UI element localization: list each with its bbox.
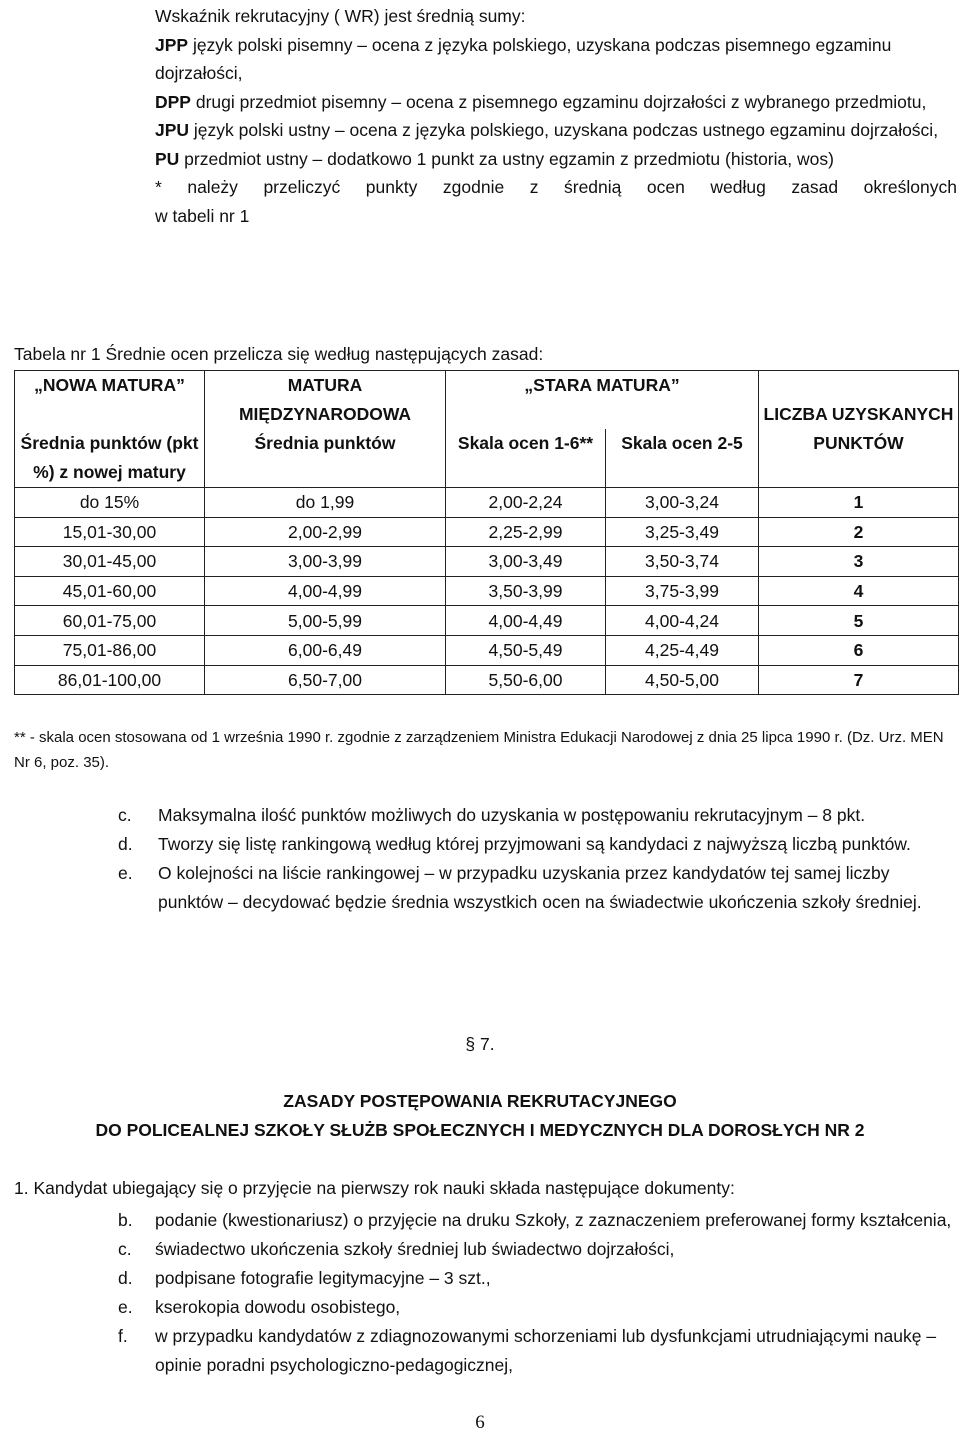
table-cell: 4,00-4,24	[606, 606, 759, 636]
list-item	[118, 859, 958, 917]
list-text: podanie (kwestionariusz) o przyjęcie na druku Szkoły, z zaznaczeniem preferowanej formy kształcenia,	[155, 1210, 952, 1230]
abbr: JPU	[155, 120, 190, 140]
list-text: świadectwo ukończenia szkoły średniej lub świadectwo dojrzałości,	[155, 1239, 675, 1259]
point-1: 1. Kandydat ubiegający się o przyjęcie na pierwszy rok nauki składa następujące dokumenty:	[14, 1178, 735, 1198]
list-item	[118, 1264, 958, 1293]
list-label: d.	[118, 1268, 133, 1288]
documents-list	[118, 1206, 958, 1380]
table-row	[15, 665, 959, 695]
table-cell: 3,00-3,24	[606, 488, 759, 518]
note-line: w tabeli nr 1	[155, 205, 250, 226]
table-cell: do 1,99	[205, 488, 446, 518]
table-cell: 4,00-4,49	[446, 606, 606, 636]
header-liczba-punktow: LICZBA UZYSKANYCH PUNKTÓW	[759, 371, 959, 488]
header-srednia-punktow: Średnia punktów	[205, 429, 446, 488]
table-cell: 6,50-7,00	[205, 665, 446, 695]
table-cell: 75,01-86,00	[15, 635, 205, 665]
definition-jpp	[155, 31, 957, 88]
list-label: c.	[118, 1239, 132, 1259]
table-cell: 3,00-3,49	[446, 547, 606, 577]
table-cell: 4,25-4,49	[606, 635, 759, 665]
definition-pu	[155, 145, 957, 174]
section-number: § 7.	[465, 1034, 495, 1054]
list-item	[118, 1235, 958, 1264]
list-item	[118, 1293, 958, 1322]
intro-line: Wskaźnik rekrutacyjny ( WR) jest średnią sumy:	[155, 6, 526, 26]
table-row	[15, 606, 959, 636]
list-label: b.	[118, 1210, 133, 1230]
definition-text: język polski pisemny – ocena z języka polskiego, uzyskana podczas pisemnego egzaminu dojrzałości,	[155, 34, 892, 83]
table-cell: 2,25-2,99	[446, 517, 606, 547]
table-cell: 3,50-3,74	[606, 547, 759, 577]
table-cell: 4,00-4,99	[205, 576, 446, 606]
header-nowa-matura: „NOWA MATURA”	[15, 371, 205, 430]
table-cell: 45,01-60,00	[15, 576, 205, 606]
page-number: 6	[475, 1412, 485, 1433]
points-cell: 6	[759, 635, 959, 665]
table-row	[15, 576, 959, 606]
list-label: e.	[118, 1297, 133, 1317]
abbr: PU	[155, 148, 180, 169]
section-heading: ZASADY POSTĘPOWANIA REKRUTACYJNEGO	[283, 1091, 677, 1111]
table-footnote: ** - skala ocen stosowana od 1 września 1990 r. zgodnie z zarządzeniem Ministra Edukacji Narodowej z dnia 25 lipca 1990 r. (Dz. Urz. MEN Nr 6, poz. 35).	[14, 729, 944, 771]
points-cell: 4	[759, 576, 959, 606]
points-cell: 1	[759, 488, 959, 518]
table-cell: 3,25-3,49	[606, 517, 759, 547]
definition-dpp	[155, 88, 957, 117]
table-cell: 30,01-45,00	[15, 547, 205, 577]
table-cell: 6,00-6,49	[205, 635, 446, 665]
table-cell: 5,00-5,99	[205, 606, 446, 636]
section-subheading: DO POLICEALNEJ SZKOŁY SŁUŻB SPOŁECZNYCH I MEDYCZNYCH DLA DOROSŁYCH NR 2	[95, 1120, 865, 1140]
header-srednia-punktow-nowa: Średnia punktów (pkt %) z nowej matury	[15, 429, 205, 488]
list-text: podpisane fotografie legitymacyjne – 3 szt.,	[155, 1268, 491, 1288]
intro-block	[155, 2, 957, 230]
table-cell: 3,00-3,99	[205, 547, 446, 577]
list-label: f.	[118, 1326, 128, 1346]
definition-text: przedmiot ustny – dodatkowo 1 punkt za ustny egzamin z przedmiotu (historia, wos)	[179, 148, 834, 169]
table-row	[15, 635, 959, 665]
points-cell: 2	[759, 517, 959, 547]
points-cell: 7	[759, 665, 959, 695]
table-cell: 3,50-3,99	[446, 576, 606, 606]
definition-jpu	[155, 116, 957, 145]
list-text: kserokopia dowodu osobistego,	[155, 1297, 401, 1317]
definition-text: drugi przedmiot pisemny – ocena z pisemnego egzaminu dojrzałości z wybranego przedmiotu,	[190, 91, 927, 112]
header-skala-1-6: Skala ocen 1-6**	[446, 429, 606, 488]
table-caption: Tabela nr 1 Średnie ocen przelicza się według następujących zasad:	[14, 344, 544, 364]
points-cell: 3	[759, 547, 959, 577]
list-text: Maksymalna ilość punktów możliwych do uzyskania w postępowaniu rekrutacyjnym – 8 pkt.	[158, 805, 866, 825]
list-label: e.	[118, 863, 133, 883]
table-row	[15, 547, 959, 577]
note-line: * należy przeliczyć punkty zgodnie z średnią ocen według zasad określonych	[155, 177, 957, 197]
table-cell: 86,01-100,00	[15, 665, 205, 695]
list-text: O kolejności na liście rankingowej – w przypadku uzyskania przez kandydatów tej samej liczby punktów – decydować będzie średnia wszystkich ocen na świadectwie ukończenia szkoły średniej.	[158, 863, 922, 912]
list-label: c.	[118, 805, 132, 825]
table-cell: do 15%	[15, 488, 205, 518]
table-cell: 3,75-3,99	[606, 576, 759, 606]
table-cell: 60,01-75,00	[15, 606, 205, 636]
list-item	[118, 830, 958, 859]
table-cell: 4,50-5,49	[446, 635, 606, 665]
list-label: d.	[118, 834, 133, 854]
table-cell: 2,00-2,24	[446, 488, 606, 518]
list-item	[118, 801, 958, 830]
header-skala-2-5: Skala ocen 2-5	[606, 429, 759, 488]
abbr: DPP	[155, 91, 191, 112]
definition-text: język polski ustny – ocena z języka polskiego, uzyskana podczas ustnego egzaminu dojrzałości,	[189, 120, 939, 140]
points-cell: 5	[759, 606, 959, 636]
header-stara-matura: „STARA MATURA”	[446, 371, 759, 430]
conversion-table	[14, 370, 959, 695]
header-matura-miedzynarodowa: MATURA MIĘDZYNARODOWA	[205, 371, 446, 430]
table-cell: 4,50-5,00	[606, 665, 759, 695]
list-item	[118, 1206, 958, 1235]
rules-list	[118, 801, 958, 917]
table-row	[15, 517, 959, 547]
list-text: w przypadku kandydatów z zdiagnozowanymi schorzeniami lub dysfunkcjami utrudniającymi naukę – opinie poradni psychologiczno-pedagogicznej,	[155, 1326, 937, 1375]
table-cell: 15,01-30,00	[15, 517, 205, 547]
list-text: Tworzy się listę rankingową według której przyjmowani są kandydaci z najwyższą liczbą punktów.	[158, 834, 911, 854]
table-cell: 5,50-6,00	[446, 665, 606, 695]
abbr: JPP	[155, 34, 189, 55]
table-cell: 2,00-2,99	[205, 517, 446, 547]
table-row	[15, 488, 959, 518]
list-item	[118, 1322, 958, 1380]
